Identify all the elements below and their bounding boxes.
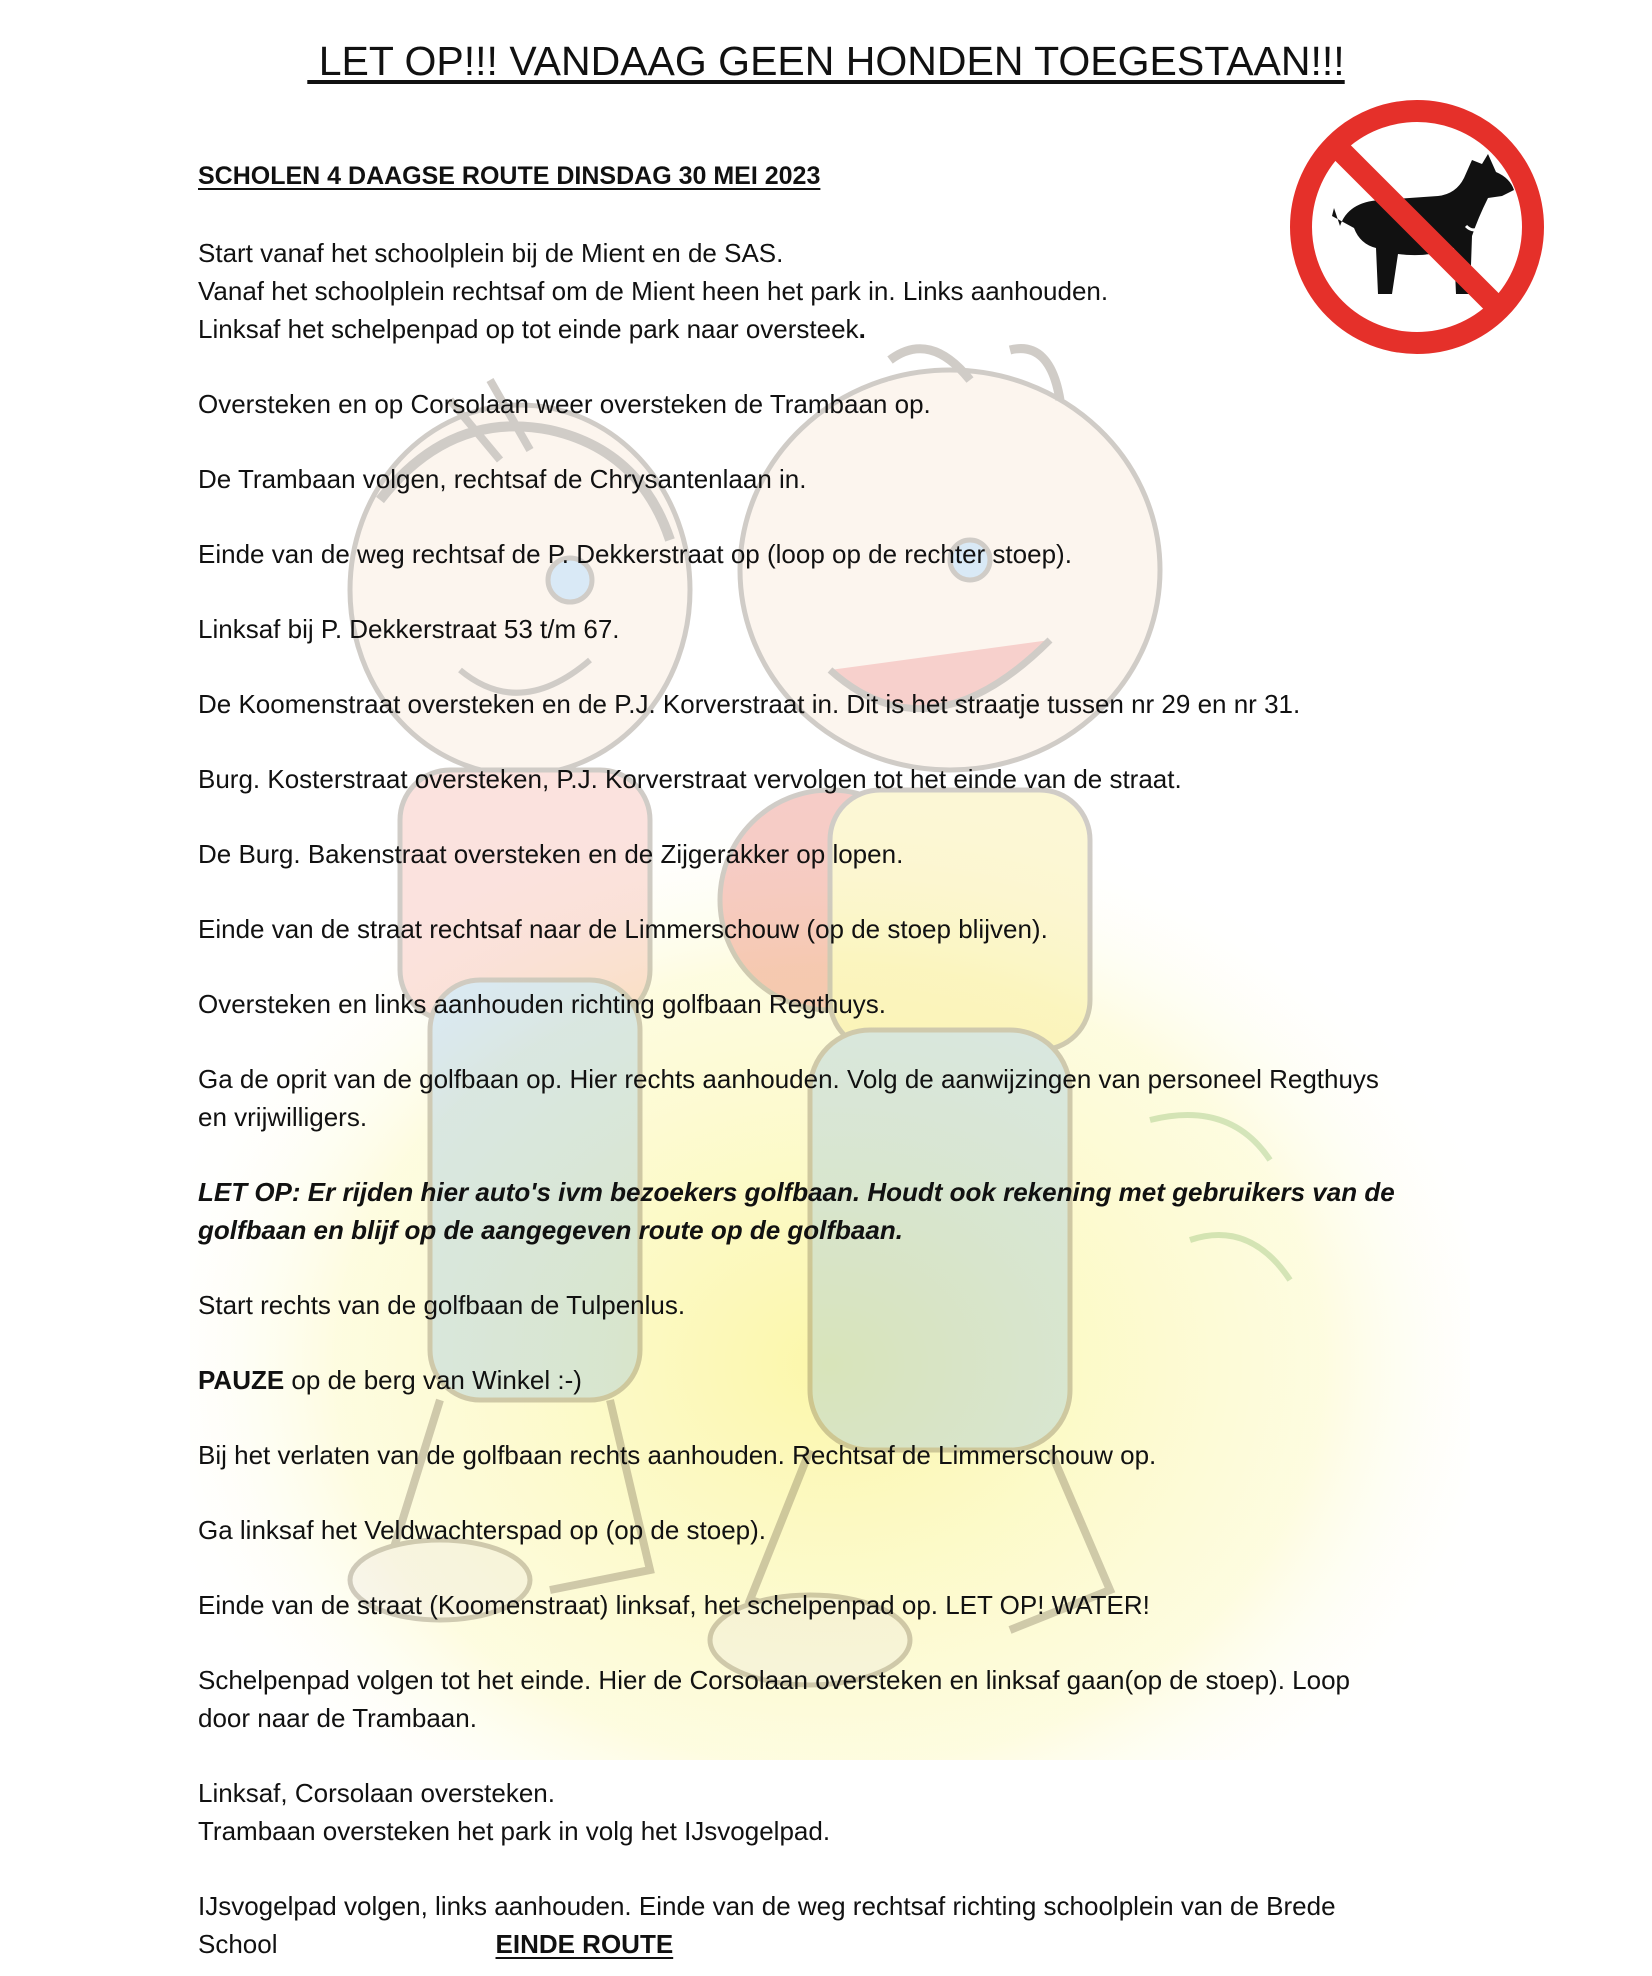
route-step: Oversteken en op Corsolaan weer oversteken de Trambaan op.	[198, 389, 931, 419]
page-title: LET OP!!! VANDAAG GEEN HONDEN TOEGESTAAN!!!	[307, 38, 1345, 84]
route-step	[198, 1774, 1488, 1850]
route-step: Linksaf bij P. Dekkerstraat 53 t/m 67.	[198, 614, 620, 644]
no-dogs-icon	[1288, 98, 1546, 356]
route-step	[198, 1060, 1488, 1136]
route-step: Einde van de straat (Koomenstraat) linksaf, het schelpenpad op. LET OP! WATER!	[198, 1590, 1150, 1620]
route-line: Vanaf het schoolplein rechtsaf om de Mient heen het park in. Links aanhouden.	[198, 276, 1109, 306]
route-step: Start rechts van de golfbaan de Tulpenlus.	[198, 1290, 686, 1320]
route-line: Linksaf het schelpenpad op tot einde park naar oversteek	[198, 314, 859, 344]
route-step	[198, 1661, 1488, 1737]
route-step: Oversteken en links aanhouden richting golfbaan Regthuys.	[198, 989, 886, 1019]
route-instructions	[198, 234, 1488, 1963]
route-subtitle: SCHOLEN 4 DAAGSE ROUTE DINSDAG 30 MEI 2023	[198, 162, 821, 190]
route-step: Einde van de straat rechtsaf naar de Limmerschouw (op de stoep blijven).	[198, 914, 1048, 944]
pause-step	[198, 1361, 1488, 1399]
route-line: Linksaf, Corsolaan oversteken.	[198, 1778, 555, 1808]
route-step: Ga linksaf het Veldwachterspad op (op de stoep).	[198, 1515, 767, 1545]
route-line-end: .	[858, 314, 866, 344]
route-step: De Trambaan volgen, rechtsaf de Chrysantenlaan in.	[198, 464, 807, 494]
route-line: IJsvogelpad volgen, links aanhouden. Einde van de weg rechtsaf richting schoolplein van de Brede	[198, 1891, 1336, 1921]
route-step: Einde van de weg rechtsaf de P. Dekkerstraat op (loop op de rechter stoep).	[198, 539, 1072, 569]
route-line: Ga de oprit van de golfbaan op. Hier rechts aanhouden. Volg de aanwijzingen van personeel Regthuys	[198, 1064, 1379, 1094]
route-step	[198, 1887, 1488, 1963]
route-line: Trambaan oversteken het park in volg het IJsvogelpad.	[198, 1816, 831, 1846]
route-line: Start vanaf het schoolplein bij de Mient en de SAS.	[198, 238, 784, 268]
route-line: School	[198, 1929, 278, 1959]
end-route-label: EINDE ROUTE	[495, 1929, 674, 1959]
route-line: door naar de Trambaan.	[198, 1703, 477, 1733]
pause-text: op de berg van Winkel :-)	[284, 1365, 582, 1395]
warning-note	[198, 1173, 1488, 1249]
route-line: en vrijwilligers.	[198, 1102, 368, 1132]
route-step: De Koomenstraat oversteken en de P.J. Korverstraat in. Dit is het straatje tussen nr 29 en nr 31.	[198, 689, 1301, 719]
route-step: Bij het verlaten van de golfbaan rechts aanhouden. Rechtsaf de Limmerschouw op.	[198, 1440, 1157, 1470]
warning-line: LET OP: Er rijden hier auto's ivm bezoekers golfbaan. Houdt ook rekening met gebruikers van de	[198, 1177, 1395, 1207]
pause-label: PAUZE	[198, 1365, 285, 1395]
route-line: Schelpenpad volgen tot het einde. Hier de Corsolaan oversteken en linksaf gaan(op de stoep). Loop	[198, 1665, 1350, 1695]
route-step: Burg. Kosterstraat oversteken, P.J. Korverstraat vervolgen tot het einde van de straat.	[198, 764, 1182, 794]
warning-line: golfbaan en blijf op de aangegeven route op de golfbaan.	[198, 1215, 903, 1245]
route-step: De Burg. Bakenstraat oversteken en de Zijgerakker op lopen.	[198, 839, 904, 869]
